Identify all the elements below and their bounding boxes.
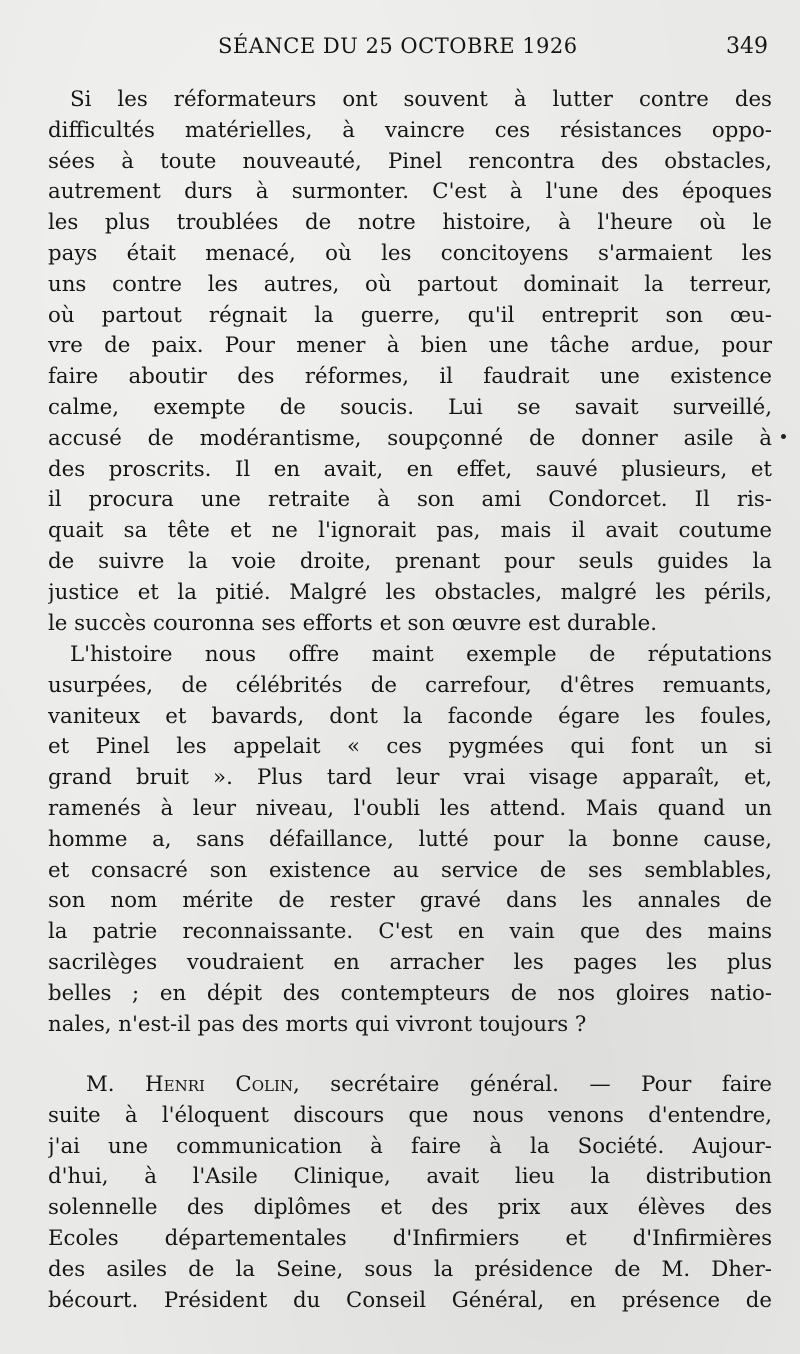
text-line: le succès couronna ses efforts et son œuvre est durable. [48, 610, 658, 636]
speaker-name: M. Henri Colin [86, 1072, 294, 1097]
text-line: son nom mérite de rester gravé dans les annales de [48, 888, 772, 914]
text-line: autrement durs à surmonter. C'est à l'une des époques [48, 179, 772, 205]
text-line: d'hui, à l'Asile Clinique, avait lieu la distribution [48, 1164, 772, 1190]
text-line: solennelle des diplômes et des prix aux élèves des [48, 1195, 772, 1221]
text-line: difficultés matérielles, à vaincre ces résistances oppo- [48, 117, 772, 143]
text-line: des proscrits. Il en avait, en effet, sauvé plusieurs, et [48, 456, 772, 482]
speaker-role: , secrétaire général. — Pour faire [293, 1072, 772, 1097]
text-line: faire aboutir des réformes, il faudrait une existence [48, 364, 772, 390]
page-header [48, 34, 768, 68]
text-line: et Pinel les appelait « ces pygmées qui font un si [48, 734, 772, 760]
margin-mark [781, 434, 786, 439]
text-line: j'ai une communication à faire à la Société. Aujour- [48, 1133, 772, 1159]
text-line: les plus troublées de notre histoire, à l'heure où le [48, 210, 772, 236]
text-line: Si les réformateurs ont souvent à lutter contre des [70, 87, 772, 112]
text-line: sacrilèges voudraient en arracher les pages les plus [48, 949, 772, 975]
paragraph-speech-colin [48, 1070, 772, 1316]
text-line: bécourt. Président du Conseil Général, en présence de [48, 1287, 772, 1313]
text-line: pays était menacé, où les concitoyens s'armaient les [48, 240, 772, 266]
text-line: nales, n'est-il pas des morts qui vivront toujours ? [48, 1011, 587, 1037]
text-line: calme, exempte de soucis. Lui se savait surveillé, [48, 394, 772, 420]
text-line: accusé de modérantisme, soupçonné de donner asile à [48, 425, 772, 451]
text-line: uns contre les autres, où partout dominait la terreur, [48, 271, 772, 297]
text-line: justice et la pitié. Malgré les obstacles, malgré les périls, [48, 579, 772, 605]
text-line: grand bruit ». Plus tard leur vrai visage apparaît, et, [48, 765, 772, 791]
running-head: SÉANCE DU 25 OCTOBRE 1926 [218, 34, 578, 58]
text-line: vaniteux et bavards, dont la faconde égare les foules, [48, 703, 772, 729]
text-line: L'histoire nous offre maint exemple de réputations [70, 642, 772, 667]
paragraph-pinel-obstacles [48, 85, 772, 639]
text-line: la patrie reconnaissante. C'est en vain que des mains [48, 919, 772, 945]
text-line: et consacré son existence au service de ses semblables, [48, 857, 772, 883]
text-line: belles ; en dépit des contempteurs de nos gloires natio- [48, 980, 772, 1006]
text-line: usurpées, de célébrités de carrefour, d'êtres remuants, [48, 672, 772, 698]
text-line: vre de paix. Pour mener à bien une tâche ardue, pour [48, 333, 772, 359]
text-line: quait sa tête et ne l'ignorait pas, mais il avait coutume [48, 518, 772, 544]
text-line: de suivre la voie droite, prenant pour seuls guides la [48, 548, 772, 574]
text-line: ramenés à leur niveau, l'oubli les attend. Mais quand un [48, 795, 772, 821]
speech-opening-line [48, 1070, 772, 1101]
text-line: où partout régnait la guerre, qu'il entreprit son œu- [48, 302, 772, 328]
paragraph-reputations [48, 640, 772, 1040]
page-number: 349 [726, 34, 768, 59]
text-line: suite à l'éloquent discours que nous venons d'entendre, [48, 1102, 772, 1128]
text-line: Ecoles départementales d'Infirmiers et d'Infirmières [48, 1225, 772, 1251]
text-line: homme a, sans défaillance, lutté pour la bonne cause, [48, 826, 772, 852]
text-line: il procura une retraite à son ami Condorcet. Il ris- [48, 487, 772, 513]
text-line: sées à toute nouveauté, Pinel rencontra des obstacles, [48, 148, 772, 174]
text-line: des asiles de la Seine, sous la présidence de M. Dher- [48, 1256, 772, 1282]
